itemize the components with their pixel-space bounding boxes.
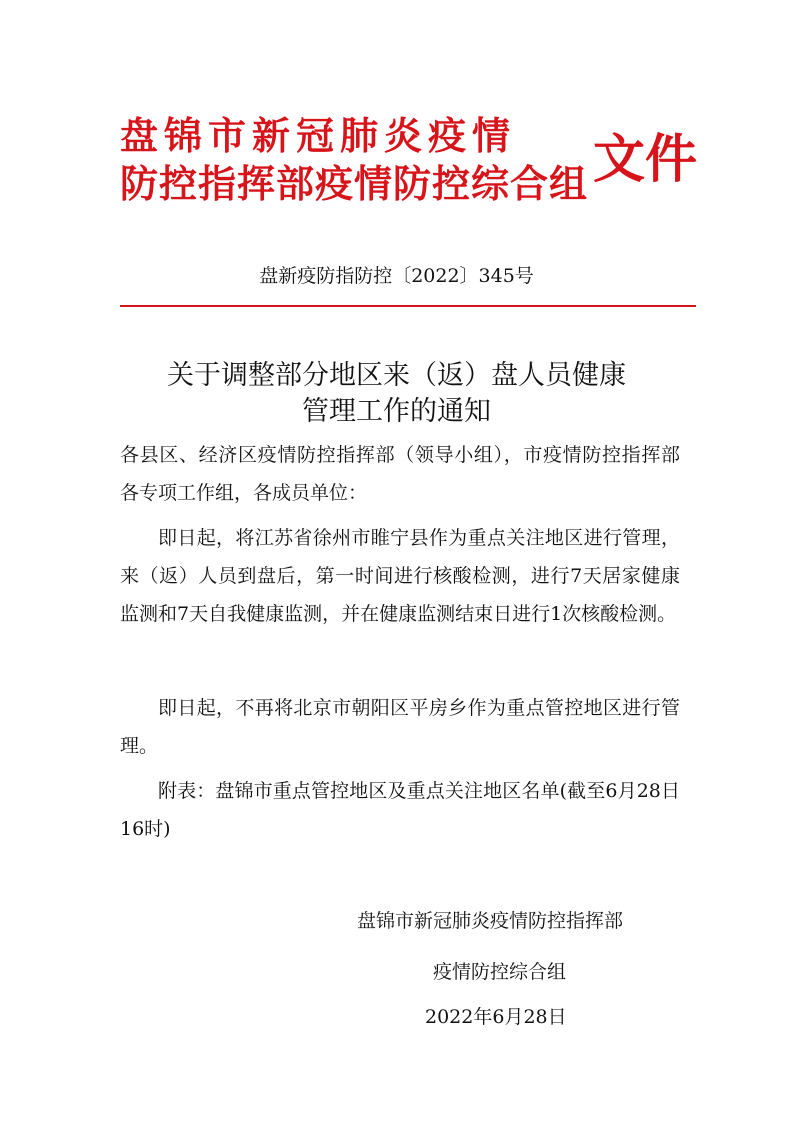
- body-paragraph-2: [120, 689, 680, 765]
- signature-group: 疫情防控综合组: [433, 961, 567, 983]
- notice-title-line-2: 管理工作的通知: [302, 396, 491, 427]
- red-header: [120, 112, 698, 212]
- header-org-name: [120, 112, 590, 208]
- header-org-line-1: 盘锦市新冠肺炎疫情: [120, 114, 517, 158]
- addressee-block: [120, 436, 680, 512]
- red-divider-line: [120, 305, 696, 307]
- header-org-line-2: 防控指挥部疫情防控综合组: [120, 162, 589, 206]
- paragraph-text: 即日起，将江苏省徐州市睢宁县作为重点关注地区进行管理，来（返）人员到盘后，第一时间进行核酸检测，进行7天居家健康监测和7天自我健康监测，并在健康监测结束日进行1次核酸检测。: [120, 527, 680, 625]
- notice-title: [100, 358, 693, 430]
- body-paragraph-1: [120, 519, 680, 633]
- paragraph-text: 即日起，不再将北京市朝阳区平房乡作为重点管控地区进行管理。: [120, 697, 680, 757]
- signature-org: 盘锦市新冠肺炎疫情防控指挥部: [357, 910, 624, 932]
- attachment-note: 附表：盘锦市重点管控地区及重点关注地区名单(截至6月28日16时): [120, 780, 680, 840]
- addressee-text: 各县区、经济区疫情防控指挥部（领导小组），市疫情防控指挥部各专项工作组，各成员单位：: [120, 444, 680, 504]
- document-number: 盘新疫防指防控〔2022〕345号: [259, 265, 534, 287]
- header-doc-type: 文件: [593, 130, 698, 190]
- body-paragraph-3: [120, 772, 680, 848]
- signature-date: 2022年6月28日: [425, 1006, 567, 1028]
- notice-title-line-1: 关于调整部分地区来（返）盘人员健康: [167, 360, 626, 391]
